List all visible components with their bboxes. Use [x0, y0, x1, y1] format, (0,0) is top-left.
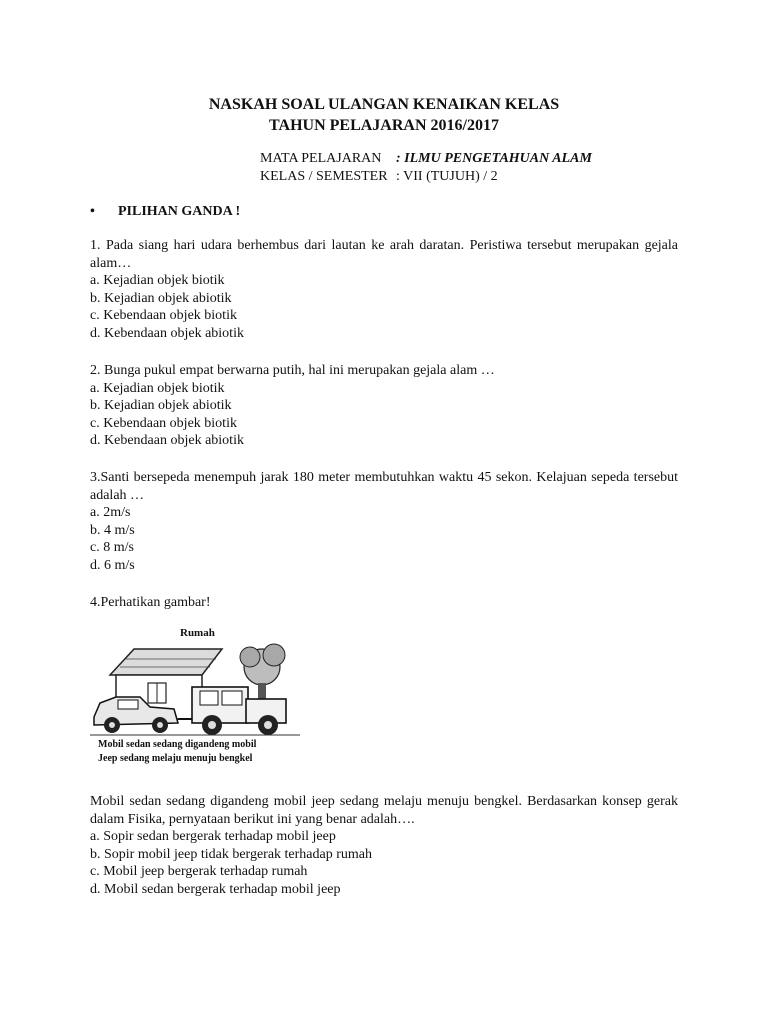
question-text: 4.Perhatikan gambar! [90, 595, 211, 610]
question-4 [90, 594, 678, 612]
option-d: d. Kebendaan objek abiotik [90, 325, 244, 341]
option-a: a. Sopir sedan bergerak terhadap mobil jeep [90, 829, 336, 844]
option-c: c. Kebendaan objek biotik [90, 415, 237, 431]
option-c: c. Mobil jeep bergerak terhadap rumah [90, 864, 308, 879]
question-2 [90, 362, 678, 450]
option-a: a. Kejadian objek biotik [90, 273, 225, 288]
class-row [260, 168, 498, 186]
question-4-body [90, 793, 678, 898]
illustration-figure [90, 627, 300, 773]
exam-title: NASKAH SOAL ULANGAN KENAIKAN KELAS [208, 96, 560, 113]
option-a: a. Kejadian objek biotik [90, 380, 225, 396]
house-roof-icon [110, 649, 222, 675]
bullet-icon: • [90, 204, 95, 219]
subject-value: : ILMU PENGETAHUAN ALAM [396, 151, 592, 166]
figure-label-house: Rumah [180, 627, 215, 639]
figure-caption-line1: Mobil sedan sedang digandeng mobil [98, 739, 257, 750]
option-d: d. Kebendaan objek abiotik [90, 433, 244, 448]
subject-row [260, 150, 592, 168]
house-cars-illustration [90, 627, 300, 773]
section-heading [90, 204, 240, 220]
option-d: d. 6 m/s [90, 557, 135, 573]
option-b: b. Kejadian objek abiotik [90, 398, 232, 413]
option-b: b. 4 m/s [90, 522, 135, 538]
figure-caption-line2: Jeep sedang melaju menuju bengkel [98, 753, 253, 764]
subject-label: MATA PELAJARAN [260, 151, 382, 166]
question-text: 3.Santi bersepeda menempuh jarak 180 meter membutuhkan waktu 45 sekon. Kelajuan sepeda tersebut adalah … [90, 470, 678, 503]
class-value: : VII (TUJUH) / 2 [396, 169, 498, 184]
option-b: b. Sopir mobil jeep tidak bergerak terhadap rumah [90, 846, 372, 862]
question-3 [90, 469, 678, 574]
option-c: c. 8 m/s [90, 540, 134, 555]
jeep-car-icon [192, 687, 286, 735]
class-label: KELAS / SEMESTER [260, 169, 388, 184]
academic-year: TAHUN PELAJARAN 2016/2017 [269, 117, 499, 134]
question-text: 2. Bunga pukul empat berwarna putih, hal ini merupakan gejala alam … [90, 363, 495, 378]
option-b: b. Kejadian objek abiotik [90, 290, 232, 306]
question-text: 1. Pada siang hari udara berhembus dari lautan ke arah daratan. Peristiwa tersebut merupakan gejala alam… [90, 238, 678, 271]
section-title: PILIHAN GANDA ! [118, 204, 241, 219]
question-1 [90, 237, 678, 342]
option-c: c. Kebendaan objek biotik [90, 308, 237, 323]
question-text: Mobil sedan sedang digandeng mobil jeep sedang melaju menuju bengkel. Berdasarkan konsep gerak dalam Fisika, pernyataan berikut ini yang benar adalah…. [90, 794, 678, 827]
option-d: d. Mobil sedan bergerak terhadap mobil jeep [90, 881, 341, 897]
option-a: a. 2m/s [90, 505, 131, 520]
